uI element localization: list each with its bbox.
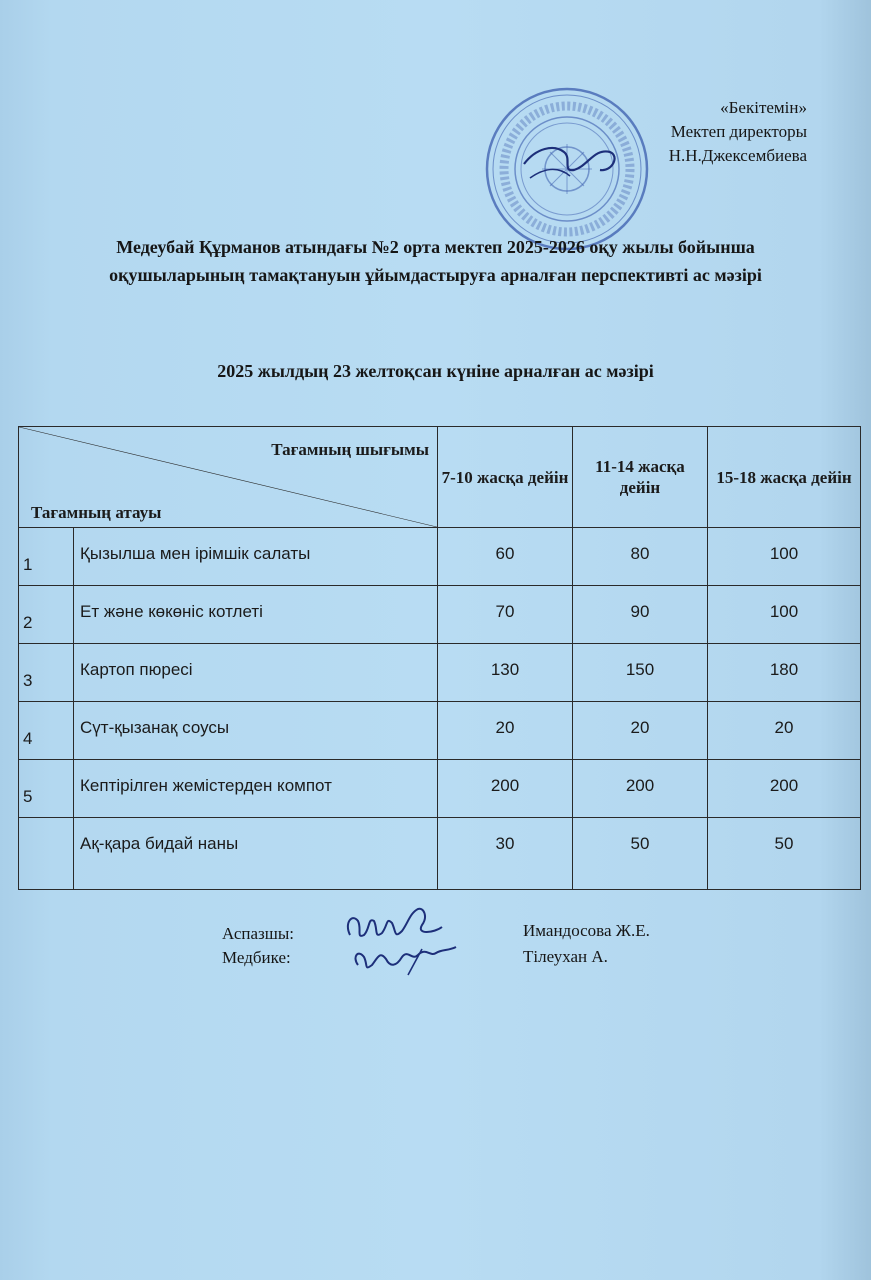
dish-name: Ет және көкөніс котлеті [74, 586, 438, 644]
portion-7-10: 130 [438, 644, 573, 702]
portion-15-18: 180 [708, 644, 861, 702]
approval-block [669, 96, 807, 168]
portion-11-14: 80 [573, 528, 708, 586]
dish-name: Кептірілген жемістерден компот [74, 760, 438, 818]
portion-11-14: 50 [573, 818, 708, 890]
table-row [19, 818, 861, 890]
diagonal-header-cell [19, 427, 438, 528]
cook-name: Имандосова Ж.Е. [523, 921, 650, 940]
table-row [19, 586, 861, 644]
portion-15-18: 50 [708, 818, 861, 890]
dish-name: Сүт-қызанақ соусы [74, 702, 438, 760]
portion-15-18: 100 [708, 586, 861, 644]
document-title: Медеубай Құрманов атындағы №2 орта мектеп 2025-2026 оқу жылы бойынша оқушыларының тамақтануын ұйымдастыруға арналған перспективті ас мәзірі [109, 237, 762, 285]
portion-7-10: 200 [438, 760, 573, 818]
table-row [19, 760, 861, 818]
approval-line-3: Н.Н.Джексембиева [668, 146, 807, 165]
age-7-10-header: 7-10 жасқа дейін [438, 427, 573, 528]
nurse-label: Медбике: [222, 948, 291, 967]
portion-11-14: 200 [573, 760, 708, 818]
portion-7-10: 60 [438, 528, 573, 586]
menu-table [18, 426, 861, 890]
age-15-18-header: 15-18 жасқа дейін [708, 427, 861, 528]
row-number [19, 818, 74, 890]
table-row [19, 702, 861, 760]
row-number: 2 [19, 586, 74, 644]
table-header-row [19, 427, 861, 528]
portion-15-18: 100 [708, 528, 861, 586]
dish-name-header: Тағамның атауы [31, 503, 162, 522]
approval-line-2: Мектеп директоры [670, 122, 807, 141]
nurse-name: Тілеухан А. [523, 947, 608, 966]
dish-name: Қызылша мен ірімшік салаты [74, 528, 438, 586]
portion-11-14: 90 [573, 586, 708, 644]
dish-name: Ақ-қара бидай наны [74, 818, 438, 890]
table-row [19, 644, 861, 702]
menu-date-subtitle: 2025 жылдың 23 желтоқсан күніне арналған ас мәзірі [217, 361, 654, 381]
row-number: 5 [19, 760, 74, 818]
signatory-names [523, 918, 650, 970]
row-number: 3 [19, 644, 74, 702]
portion-15-18: 200 [708, 760, 861, 818]
portion-15-18: 20 [708, 702, 861, 760]
dish-yield-header: Тағамның шығымы [271, 440, 429, 459]
portion-7-10: 20 [438, 702, 573, 760]
signature-labels [222, 922, 294, 970]
portion-7-10: 70 [438, 586, 573, 644]
dish-name: Картоп пюресі [74, 644, 438, 702]
table-row [19, 528, 861, 586]
portion-11-14: 150 [573, 644, 708, 702]
approval-line-1: «Бекітемін» [720, 98, 807, 117]
age-11-14-header: 11-14 жасқа дейін [573, 427, 708, 528]
row-number: 1 [19, 528, 74, 586]
cook-label: Аспазшы: [222, 924, 294, 943]
official-seal-stamp [484, 86, 650, 252]
portion-11-14: 20 [573, 702, 708, 760]
portion-7-10: 30 [438, 818, 573, 890]
handwritten-signatures [338, 895, 468, 995]
row-number: 4 [19, 702, 74, 760]
